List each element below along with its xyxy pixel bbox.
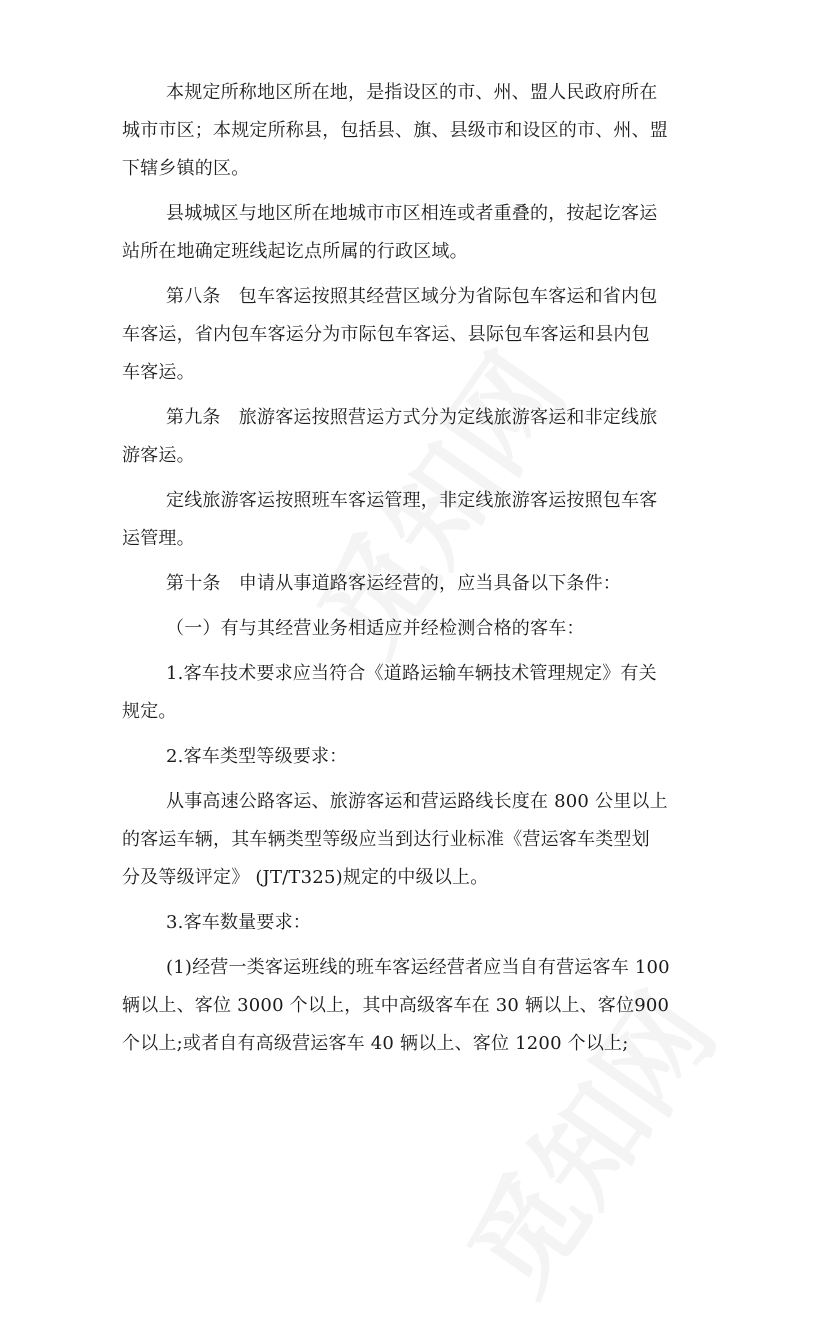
- paragraph-line: 第十条 申请从事道路客运经营的，应当具备以下条件：: [166, 573, 621, 594]
- paragraph-line: 车客运，省内包车客运分为市际包车客运、县际包车客运和县内包: [122, 324, 650, 345]
- paragraph: [122, 482, 706, 558]
- paragraph-line: 运管理。: [122, 528, 195, 549]
- paragraph-line: (1)经营一类客运班线的班车客运经营者应当自有营运客车 100: [166, 957, 670, 978]
- paragraph-line: 分及等级评定》 (JT/T325)规定的中级以上。: [122, 867, 489, 888]
- paragraph-line: 辆以上、客位 3000 个以上，其中高级客车在 30 辆以上、客位900: [122, 995, 670, 1016]
- paragraph-line: 的客运车辆，其车辆类型等级应当到达行业标准《营运客车类型划: [122, 829, 650, 850]
- paragraph: [122, 399, 706, 475]
- paragraph: [166, 904, 706, 942]
- paragraph-line: 第八条 包车客运按照其经营区域分为省际包车客运和省内包: [166, 286, 658, 307]
- paragraph-line: 车客运。: [122, 362, 195, 383]
- paragraph-line: 个以上;或者自有高级营运客车 40 辆以上、客位 1200 个以上;: [122, 1033, 629, 1054]
- paragraph: [122, 195, 706, 271]
- paragraph-line: 城市市区；本规定所称县，包括县、旗、县级市和设区的市、州、盟: [122, 120, 668, 141]
- paragraph-line: 3.客车数量要求：: [166, 912, 311, 933]
- paragraph: [122, 655, 706, 731]
- paragraph-line: 1.客车技术要求应当符合《道路运输车辆技术管理规定》有关: [166, 663, 657, 684]
- paragraph-line: 县城城区与地区所在地城市市区相连或者重叠的，按起讫客运: [166, 203, 658, 224]
- paragraph-line: 本规定所称地区所在地，是指设区的市、州、盟人民政府所在: [166, 82, 658, 103]
- paragraph-line: 规定。: [122, 701, 177, 722]
- paragraph: [122, 74, 706, 188]
- paragraph-line: 第九条 旅游客运按照营运方式分为定线旅游客运和非定线旅: [166, 407, 658, 428]
- paragraph-line: 下辖乡镇的区。: [122, 158, 250, 179]
- paragraph-line: 定线旅游客运按照班车客运管理，非定线旅游客运按照包车客: [166, 490, 658, 511]
- paragraph: [166, 610, 706, 648]
- paragraph: [166, 738, 706, 776]
- paragraph: [166, 565, 706, 603]
- paragraph-line: （一）有与其经营业务相适应并经检测合格的客车：: [166, 618, 585, 639]
- document-body: [122, 74, 706, 1070]
- paragraph: [122, 949, 706, 1063]
- paragraph-line: 站所在地确定班线起讫点所属的行政区域。: [122, 241, 468, 262]
- paragraph-line: 2.客车类型等级要求：: [166, 746, 348, 767]
- paragraph-line: 游客运。: [122, 445, 195, 466]
- paragraph-line: 从事高速公路客运、旅游客运和营运路线长度在 800 公里以上: [166, 791, 668, 812]
- paragraph: [122, 783, 706, 897]
- paragraph: [122, 278, 706, 392]
